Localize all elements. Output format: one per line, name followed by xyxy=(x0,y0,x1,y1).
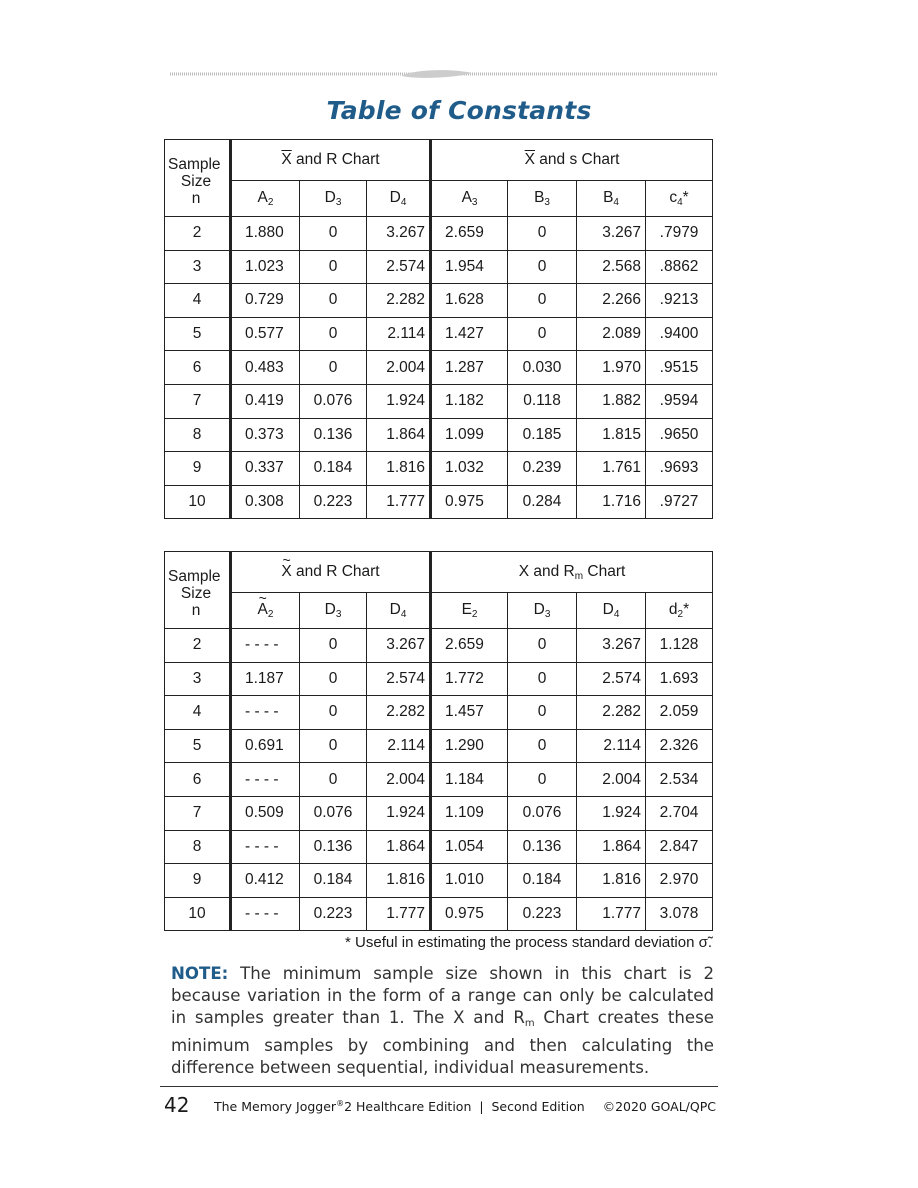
constant-cell: 1.864 xyxy=(367,418,431,452)
constant-cell: .7979 xyxy=(646,217,713,251)
constant-cell: 0.729 xyxy=(231,284,300,318)
constant-cell: 0 xyxy=(508,629,577,663)
constant-cell: 2.659 xyxy=(431,217,508,251)
group-header-x-rm: X and $R_m$ Chart xyxy=(431,552,713,593)
column-header: $D_4$ xyxy=(367,593,431,629)
constant-cell: 2.704 xyxy=(646,796,713,830)
constant-cell: 3.078 xyxy=(646,897,713,931)
constant-cell: 1.970 xyxy=(577,351,646,385)
constant-cell: 1.716 xyxy=(577,485,646,519)
table-row xyxy=(165,729,713,763)
constant-cell: 3.267 xyxy=(577,629,646,663)
constant-cell: 2.282 xyxy=(577,696,646,730)
constant-cell: 0 xyxy=(508,662,577,696)
constant-cell: 0 xyxy=(300,729,367,763)
constant-cell: 0 xyxy=(300,696,367,730)
constant-cell: .8862 xyxy=(646,250,713,284)
constant-cell: 0.239 xyxy=(508,452,577,486)
group-header-label: and R Chart xyxy=(291,151,380,168)
column-header: $D_3$ xyxy=(300,181,367,217)
constant-cell: 1.693 xyxy=(646,662,713,696)
sample-size-header: Sample Size n xyxy=(165,140,231,217)
table-row xyxy=(165,796,713,830)
constant-cell: 2.574 xyxy=(367,662,431,696)
sample-size-cell: 7 xyxy=(165,796,231,830)
group-header-xbar-s: $\overline{X}$ and s Chart xyxy=(431,140,713,181)
table-row xyxy=(165,452,713,486)
table-row xyxy=(165,284,713,318)
constant-cell: 0.975 xyxy=(431,485,508,519)
constant-cell: 1.880 xyxy=(231,217,300,251)
sample-size-cell: 6 xyxy=(165,763,231,797)
constant-cell: - - - - xyxy=(231,696,300,730)
constant-cell: 1.882 xyxy=(577,384,646,418)
sample-size-header: Sample Size n xyxy=(165,552,231,629)
constant-cell: 0.284 xyxy=(508,485,577,519)
constant-cell: 1.628 xyxy=(431,284,508,318)
constant-cell: 1.777 xyxy=(577,897,646,931)
sample-size-cell: 5 xyxy=(165,317,231,351)
footer-rule xyxy=(160,1086,718,1087)
constant-cell: 0.076 xyxy=(300,384,367,418)
sample-size-cell: 3 xyxy=(165,250,231,284)
constant-cell: 2.568 xyxy=(577,250,646,284)
constant-cell: .9515 xyxy=(646,351,713,385)
column-header: $B_3$ xyxy=(508,181,577,217)
page-number: 42 xyxy=(164,1093,190,1117)
constant-cell: 1.128 xyxy=(646,629,713,663)
constant-cell: 0.184 xyxy=(300,452,367,486)
constant-cell: 0 xyxy=(300,351,367,385)
sample-size-cell: 4 xyxy=(165,696,231,730)
constant-cell: 0.136 xyxy=(300,418,367,452)
constant-cell: 2.004 xyxy=(367,763,431,797)
constant-cell: 1.457 xyxy=(431,696,508,730)
constant-cell: 0.076 xyxy=(508,796,577,830)
constant-cell: 0.184 xyxy=(300,864,367,898)
constant-cell: 0.337 xyxy=(231,452,300,486)
constant-cell: 1.427 xyxy=(431,317,508,351)
constant-cell: 1.099 xyxy=(431,418,508,452)
constant-cell: 2.004 xyxy=(367,351,431,385)
constant-cell: 1.816 xyxy=(367,864,431,898)
constant-cell: 1.054 xyxy=(431,830,508,864)
constant-cell: 0 xyxy=(300,284,367,318)
constant-cell: 2.659 xyxy=(431,629,508,663)
note-label: NOTE: xyxy=(171,964,229,983)
column-header: $d_2*$ xyxy=(646,593,713,629)
constant-cell: 2.574 xyxy=(577,662,646,696)
column-header: $A_2$ xyxy=(231,181,300,217)
constant-cell: 2.266 xyxy=(577,284,646,318)
constant-cell: .9727 xyxy=(646,485,713,519)
table-row xyxy=(165,217,713,251)
sample-size-cell: 9 xyxy=(165,452,231,486)
table-row xyxy=(165,629,713,663)
constant-cell: 0.373 xyxy=(231,418,300,452)
constant-cell: 0 xyxy=(300,317,367,351)
constant-cell: 1.182 xyxy=(431,384,508,418)
constant-cell: 2.282 xyxy=(367,696,431,730)
table-row xyxy=(165,250,713,284)
table-row xyxy=(165,662,713,696)
constant-cell: 0 xyxy=(508,696,577,730)
constant-cell: 0.577 xyxy=(231,317,300,351)
constant-cell: 1.772 xyxy=(431,662,508,696)
constant-cell: 0.030 xyxy=(508,351,577,385)
column-header: $c_4*$ xyxy=(646,181,713,217)
constant-cell: 1.924 xyxy=(577,796,646,830)
constant-cell: 3.267 xyxy=(577,217,646,251)
group-header-label: and R Chart xyxy=(291,563,380,580)
constant-cell: 1.816 xyxy=(577,864,646,898)
sample-size-cell: 2 xyxy=(165,217,231,251)
table-row xyxy=(165,763,713,797)
column-header: $A_3$ xyxy=(431,181,508,217)
constant-cell: 2.089 xyxy=(577,317,646,351)
constant-cell: 0.509 xyxy=(231,796,300,830)
constant-cell: 0 xyxy=(300,662,367,696)
constant-cell: - - - - xyxy=(231,897,300,931)
constant-cell: 0 xyxy=(300,217,367,251)
constant-cell: 0 xyxy=(508,250,577,284)
group-header-label: and s Chart xyxy=(535,151,620,168)
sample-size-cell: 2 xyxy=(165,629,231,663)
note-paragraph: NOTE: The minimum sample size shown in this chart is 2 because variation in the form of a range can only be calculated in samples greater than 1. The X and $R_m$ Chart creates these minimum samples by combining and then calculating the difference between sequential, individual measurements. xyxy=(171,964,714,1077)
constant-cell: 0.975 xyxy=(431,897,508,931)
sample-size-cell: 7 xyxy=(165,384,231,418)
constant-cell: .9693 xyxy=(646,452,713,486)
table-row xyxy=(165,485,713,519)
column-header: $B_4$ xyxy=(577,181,646,217)
constant-cell: 0.223 xyxy=(300,485,367,519)
constant-cell: 0 xyxy=(300,250,367,284)
constant-cell: 1.777 xyxy=(367,485,431,519)
column-header: $D_3$ xyxy=(508,593,577,629)
constant-cell: 2.574 xyxy=(367,250,431,284)
sample-size-cell: 3 xyxy=(165,662,231,696)
constant-cell: 1.924 xyxy=(367,796,431,830)
constant-cell: - - - - xyxy=(231,629,300,663)
table-row xyxy=(165,351,713,385)
constants-table-median xyxy=(164,551,713,931)
constant-cell: 1.184 xyxy=(431,763,508,797)
sample-size-cell: 10 xyxy=(165,485,231,519)
table-row xyxy=(165,897,713,931)
table-row xyxy=(165,696,713,730)
constant-cell: 2.114 xyxy=(577,729,646,763)
constant-cell: 0.223 xyxy=(508,897,577,931)
constant-cell: 0.136 xyxy=(508,830,577,864)
table-row xyxy=(165,830,713,864)
constant-cell: 1.287 xyxy=(431,351,508,385)
group-header-xtilde-r: ~ X and R Chart xyxy=(231,552,431,593)
page-title: Table of Constants xyxy=(326,96,592,125)
constant-cell: - - - - xyxy=(231,830,300,864)
table-row xyxy=(165,864,713,898)
constant-cell: 1.109 xyxy=(431,796,508,830)
column-header: ~ $A_2$ xyxy=(231,593,300,629)
constant-cell: .9650 xyxy=(646,418,713,452)
constant-cell: 3.267 xyxy=(367,217,431,251)
sample-size-cell: 5 xyxy=(165,729,231,763)
constant-cell: 2.847 xyxy=(646,830,713,864)
footer-book-title: The Memory Jogger®2 Healthcare Edition | Second Edition xyxy=(214,1099,585,1115)
column-header: $E_2$ xyxy=(431,593,508,629)
constant-cell: 2.114 xyxy=(367,729,431,763)
constant-cell: 1.023 xyxy=(231,250,300,284)
constant-cell: 0 xyxy=(508,317,577,351)
constant-cell: 1.032 xyxy=(431,452,508,486)
constant-cell: 0.185 xyxy=(508,418,577,452)
table-row xyxy=(165,418,713,452)
constant-cell: 0.223 xyxy=(300,897,367,931)
constant-cell: 1.815 xyxy=(577,418,646,452)
sample-size-cell: 8 xyxy=(165,418,231,452)
constant-cell: 1.816 xyxy=(367,452,431,486)
constant-cell: 1.777 xyxy=(367,897,431,931)
table-row xyxy=(165,384,713,418)
constant-cell: 1.864 xyxy=(577,830,646,864)
constant-cell: .9213 xyxy=(646,284,713,318)
sample-size-cell: 10 xyxy=(165,897,231,931)
constant-cell: 2.326 xyxy=(646,729,713,763)
footer-copyright: ©2020 GOAL/QPC xyxy=(602,1099,716,1114)
constant-cell: 3.267 xyxy=(367,629,431,663)
constant-cell: 0 xyxy=(508,284,577,318)
constant-cell: 2.004 xyxy=(577,763,646,797)
constant-cell: .9400 xyxy=(646,317,713,351)
constant-cell: 0 xyxy=(508,763,577,797)
constant-cell: 0 xyxy=(508,729,577,763)
constant-cell: - - - - xyxy=(231,763,300,797)
column-header: $D_3$ xyxy=(300,593,367,629)
constants-table-xbar xyxy=(164,139,713,519)
sample-size-cell: 4 xyxy=(165,284,231,318)
constant-cell: 0.308 xyxy=(231,485,300,519)
constant-cell: 2.059 xyxy=(646,696,713,730)
constant-cell: 0 xyxy=(300,763,367,797)
constant-cell: 2.114 xyxy=(367,317,431,351)
constant-cell: .9594 xyxy=(646,384,713,418)
constant-cell: 0.076 xyxy=(300,796,367,830)
column-header: $D_4$ xyxy=(367,181,431,217)
constant-cell: 0.483 xyxy=(231,351,300,385)
group-header-xbar-r: $\overline{X}$ and R Chart xyxy=(231,140,431,181)
constant-cell: 1.954 xyxy=(431,250,508,284)
constant-cell: 1.864 xyxy=(367,830,431,864)
constant-cell: 1.924 xyxy=(367,384,431,418)
sample-size-cell: 9 xyxy=(165,864,231,898)
decorative-top-rule xyxy=(170,68,718,80)
constant-cell: 0.419 xyxy=(231,384,300,418)
constant-cell: 1.010 xyxy=(431,864,508,898)
constant-cell: 0 xyxy=(508,217,577,251)
footnote: * Useful in estimating the process standard deviation σ̃. xyxy=(345,934,712,951)
sample-size-cell: 8 xyxy=(165,830,231,864)
constant-cell: 0.184 xyxy=(508,864,577,898)
constant-cell: 0.136 xyxy=(300,830,367,864)
constant-cell: 1.761 xyxy=(577,452,646,486)
constant-cell: 2.282 xyxy=(367,284,431,318)
constant-cell: 0 xyxy=(300,629,367,663)
constant-cell: 2.970 xyxy=(646,864,713,898)
constant-cell: 0.691 xyxy=(231,729,300,763)
table-row xyxy=(165,317,713,351)
constant-cell: 0.118 xyxy=(508,384,577,418)
sample-size-cell: 6 xyxy=(165,351,231,385)
constant-cell: 1.187 xyxy=(231,662,300,696)
constant-cell: 0.412 xyxy=(231,864,300,898)
constant-cell: 1.290 xyxy=(431,729,508,763)
constant-cell: 2.534 xyxy=(646,763,713,797)
column-header: $D_4$ xyxy=(577,593,646,629)
